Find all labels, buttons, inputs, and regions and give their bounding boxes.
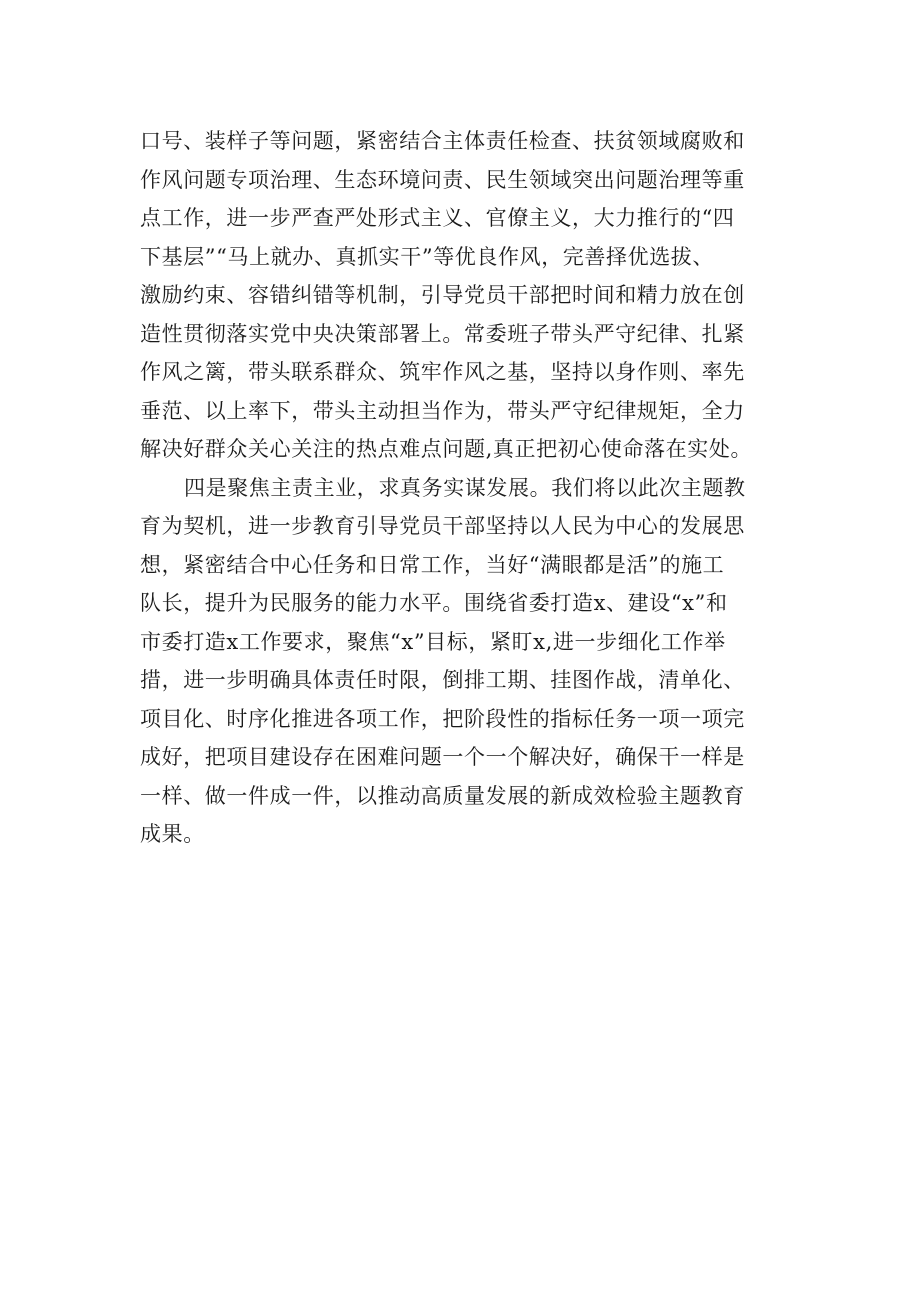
text-line: 队长，提升为民服务的能力水平。围绕省委打造x、建设“x”和 — [140, 591, 728, 615]
text-line: 项目化、时序化推进各项工作，把阶段性的指标任务一项一项完 — [140, 706, 745, 731]
text-line: 育为契机，进一步教育引导党员干部坚持以人民为中心的发展思 — [140, 514, 745, 538]
text-line: 四是聚焦主责主业，求真务实谋发展。我们将以此次主题教 — [184, 475, 746, 500]
text-line: 点工作，进一步严查严处形式主义、官僚主义，大力推行的“四 — [140, 206, 735, 230]
text-line: 成果。 — [140, 822, 205, 846]
text-line: 措，进一步明确具体责任时限，倒排工期、挂图作战，清单化、 — [140, 668, 745, 692]
paragraph-1 — [140, 122, 800, 469]
text-line: 作风之篱，带头联系群众、筑牢作风之基，坚持以身作则、率先 — [140, 360, 745, 384]
text-line: 作风问题专项治理、生态环境问责、民生领域突出问题治理等重 — [140, 167, 745, 192]
text-line: 激励约束、容错纠错等机制，引导党员干部把时间和精力放在创 — [140, 283, 745, 307]
text-line: 口号、装样子等问题，紧密结合主体责任检查、扶贫领域腐败和 — [140, 129, 745, 153]
text-line: 解决好群众关心关注的热点难点问题,真正把初心使命落在实处。 — [140, 437, 753, 461]
text-line: 一样、做一件成一件，以推动高质量发展的新成效检验主题教育 — [140, 783, 745, 808]
text-line: 造性贯彻落实党中央决策部署上。常委班子带头严守纪律、扎紧 — [140, 321, 745, 346]
text-line: 想，紧密结合中心任务和日常工作，当好“满眼都是活”的施工 — [140, 552, 725, 577]
text-line: 垂范、以上率下，带头主动担当作为，带头严守纪律规矩，全力 — [140, 398, 745, 423]
text-line: 成好，把项目建设存在困难问题一个一个解决好，确保干一样是 — [140, 745, 745, 769]
text-line: 市委打造x工作要求，聚焦“x”目标，紧盯x,进一步细化工作举 — [140, 629, 726, 654]
text-line: 下基层”“马上就办、真抓实干”等优良作风，完善择优选拔、 — [140, 244, 715, 269]
paragraph-2 — [140, 469, 800, 854]
body-text — [140, 122, 800, 854]
